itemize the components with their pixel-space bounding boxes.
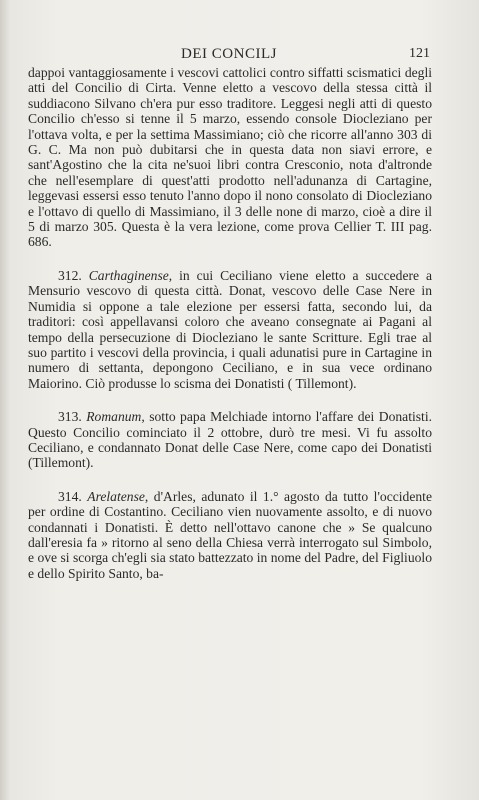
page-number: 121 xyxy=(409,46,430,61)
paragraph-continuation xyxy=(28,65,432,250)
paragraph-text: , sotto papa Melchiade intorno l'affare dei Donatisti. Questo Concilio cominciato il 2 ottobre, durò tre mesi. Vi fu assolto Ceciliano, e condannato Donat delle Case Nere, come capo dei Donatisti (Tillemont). xyxy=(28,409,432,471)
council-name: Arelatense xyxy=(87,488,145,504)
council-name: Carthaginense xyxy=(88,267,169,283)
paragraph-312 xyxy=(28,268,432,391)
paragraph-text: , d'Arles, adunato il 1.° agosto da tutto l'occidente per ordine di Costantino. Ceciliano vien nuovamente assolto, e di nuovo condannati i Donatisti. È detto nell'ottavo canone che » Se qualcuno dall'eresia fa » ritorno al seno della Chiesa verrà interrogato sul Simbolo, e ove si scorga ch'egli sia stato battezzato in nome del Padre, del Figliuolo e dello Spirito Santo, ba- xyxy=(28,488,432,581)
page-gutter-shadow xyxy=(0,0,10,800)
entry-number: 313. xyxy=(58,409,82,425)
paragraph-text: dappoi vantaggiosamente i vescovi cattolici contro siffatti scismatici degli atti del Concilio di Cirta. Venne eletto a vescovo della stessa città il suddiacono Silvano ch'era pur esso traditore. Leggesi negli atti di questo Concilio ch'esso si tenne il 5 marzo, essendo console Diocleziano per l'ottava volta, e per la settima Massimiano; ciò che ricorre all'anno 303 di G. C. Ma non può dubitarsi che in questa data non siavi errore, e sant'Agostino che la cita ne'suoi libri contra Cresconio, nota d'altronde che nell'esemplare di quest'atti prodotto nell'adunanza di Cartagine, leggevasi essersi esso tenuto l'anno dopo il nono consolato di Diocleziano e l'ottavo di quello di Massimiano, il 3 delle none di marzo, cioè a dire il 5 di marzo 305. Questa è la vera lezione, come prova Cellier T. III pag. 686. xyxy=(28,65,432,250)
paragraph-313 xyxy=(28,409,432,471)
page-header xyxy=(28,46,430,66)
entry-number: 312. xyxy=(58,267,82,283)
entry-number: 314. xyxy=(58,488,82,504)
paragraph-text: , in cui Ceciliano viene eletto a succedere a Mensurio vescovo di questa città. Donat, vescovo delle Case Nere in Numidia si oppone a tale elezione per essersi fatta, secondo lui, da traditori: così appellavansi coloro che aveano consegnate ai Pagani al tempo della persecuzione di Diocleziano le sante Scritture. Egli trae al suo partito i vescovi della provincia, i quali adunatisi pure in Cartagine in numero di settanta, depongono Ceciliano, e in sua vece ordinano Maiorino. Ciò produsse lo scisma dei Donatisti ( Tillemont). xyxy=(28,267,433,391)
page-body xyxy=(28,65,432,581)
running-head: DEI CONCILJ xyxy=(181,46,277,62)
paragraph-314 xyxy=(28,489,432,581)
council-name: Romanum xyxy=(86,409,142,425)
